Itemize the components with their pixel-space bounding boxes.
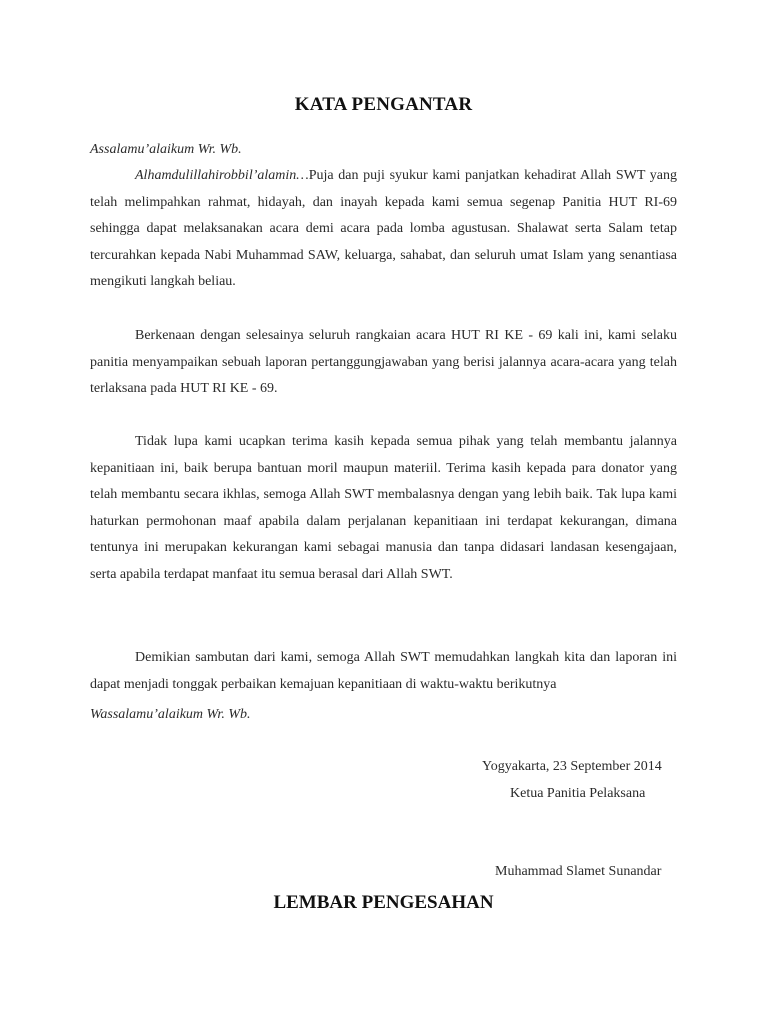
page-title: KATA PENGANTAR	[294, 94, 473, 115]
place-date: Yogyakarta, 23 September 2014	[482, 759, 662, 774]
paragraph-1-intro: Alhamdulillahirobbil’alamin…	[135, 168, 309, 183]
next-section-title: LEMBAR PENGESAHAN	[273, 892, 494, 913]
closing-greeting: Wassalamu’alaikum Wr. Wb.	[90, 707, 251, 722]
paragraph-3: Tidak lupa kami ucapkan terima kasih kepada semua pihak yang telah membantu jalannya kepanitiaan ini, baik berupa bantuan moril maupun materiil. Terima kasih kepada para donator yang telah membantu secara ikhlas, semoga Allah SWT membalasnya dengan yang lebih baik. Tak lupa kami haturkan permohonan maaf apabila dalam perjalanan kepanitiaan ini terdapat kekurangan, dimana tentunya ini merupakan kekurangan kami sebagai manusia dan tanpa didasari landasan kesengajaan, serta apabila terdapat manfaat itu semua berasal dari Allah SWT.	[90, 434, 677, 582]
signer-name: Muhammad Slamet Sunandar	[495, 864, 662, 879]
paragraph-1-text: Puja dan puji syukur kami panjatkan kehadirat Allah SWT yang telah melimpahkan rahmat, hidayah, dan inayah kepada kami semua segenap Panitia HUT RI-69 sehingga dapat melaksanakan acara demi acara pada lomba agustusan. Shalawat serta Salam tetap tercurahkan kepada Nabi Muhammad SAW, keluarga, sahabat, dan seluruh umat Islam yang senantiasa mengikuti langkah beliau.	[90, 168, 677, 289]
paragraph-1	[90, 163, 677, 296]
paragraph-4: Demikian sambutan dari kami, semoga Allah SWT memudahkan langkah kita dan laporan ini dapat menjadi tonggak perbaikan kemajuan kepanitiaan di waktu-waktu berikutnya	[90, 650, 677, 692]
paragraph-2: Berkenaan dengan selesainya seluruh rangkaian acara HUT RI KE - 69 kali ini, kami selaku panitia menyampaikan sebuah laporan pertanggungjawaban yang berisi jalannya acara-acara yang telah terlaksana pada HUT RI KE - 69.	[90, 328, 677, 396]
signer-role: Ketua Panitia Pelaksana	[510, 786, 646, 801]
opening-greeting: Assalamu’alaikum Wr. Wb.	[90, 142, 242, 157]
document-page	[90, 0, 677, 1024]
